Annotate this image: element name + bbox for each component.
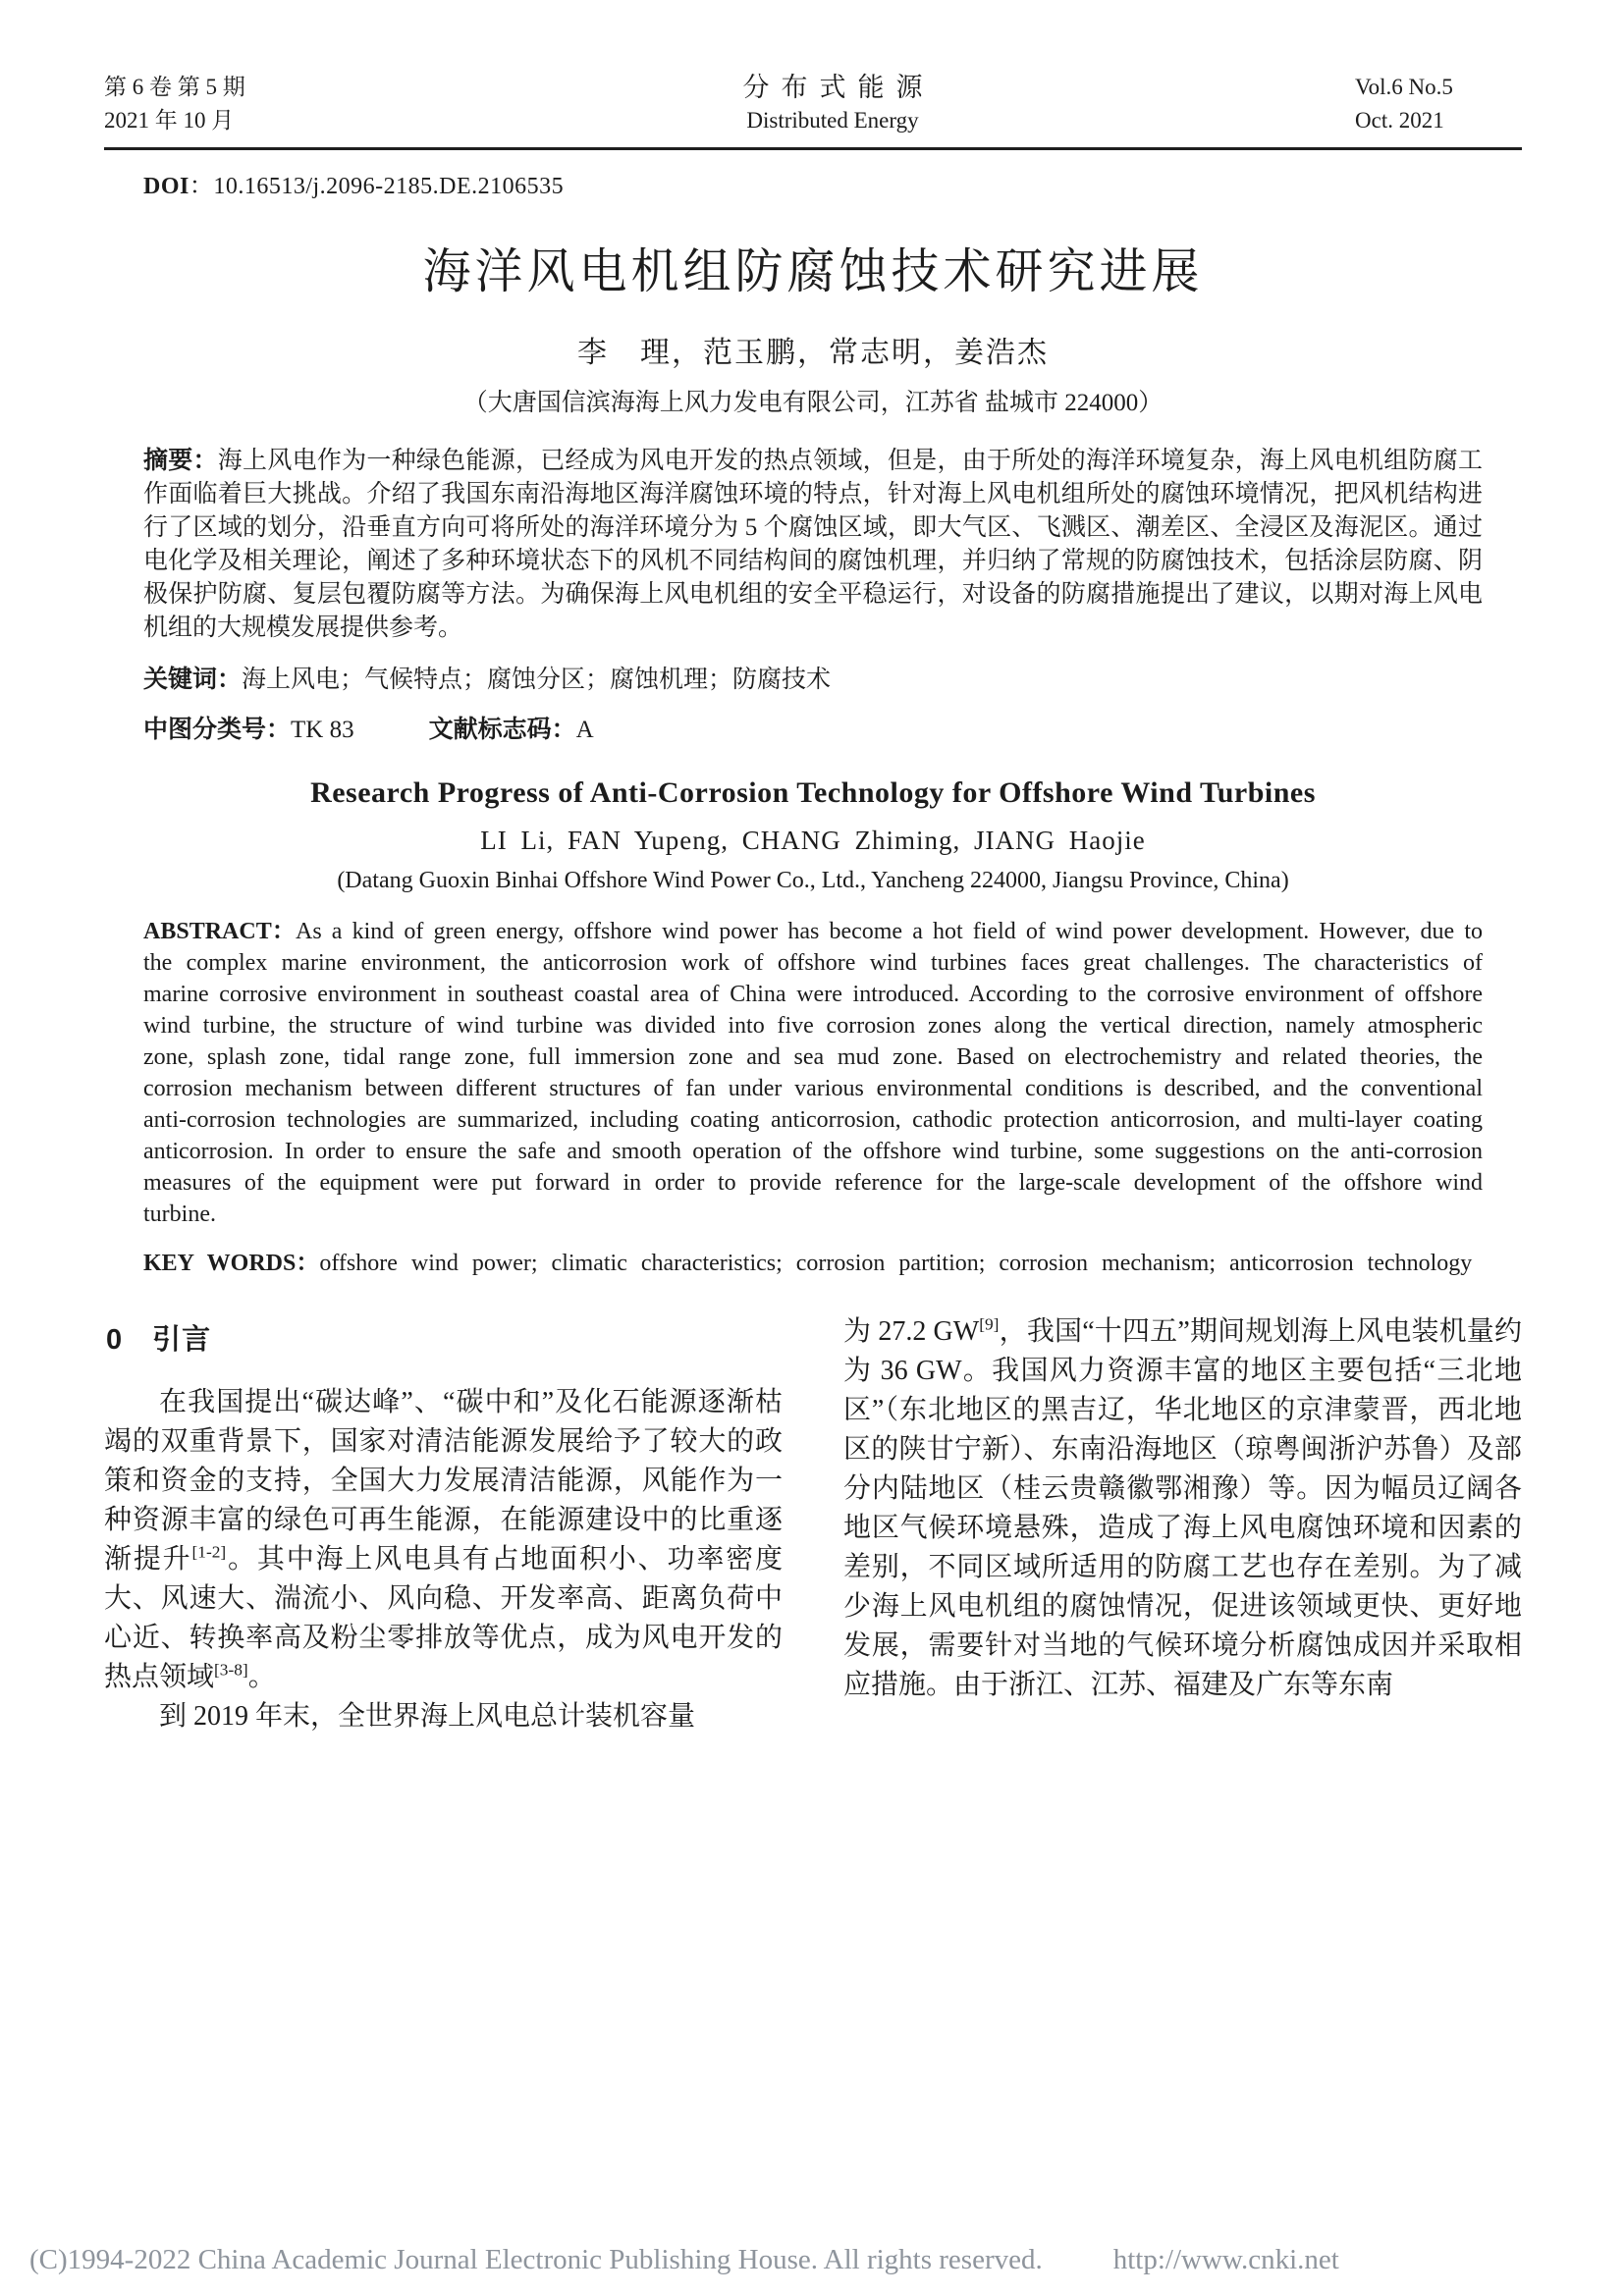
journal-header xyxy=(104,71,1522,137)
clc-label: 中图分类号： xyxy=(143,716,292,743)
section-heading-introduction: 0 引言 xyxy=(106,1324,212,1356)
keywords-en-text: offshore wind power; climatic characteristics; corrosion partition; corrosion mechanism; anticorrosion technology xyxy=(319,1251,1473,1276)
issue-date-cn: 2021 年 10 月 xyxy=(104,108,235,133)
doi-line xyxy=(143,166,1522,200)
clc-line xyxy=(143,713,1483,747)
article-title-cn: 海洋风电机组防腐蚀技术研究进展 xyxy=(422,244,1204,298)
journal-name-cn: 分布式能源 xyxy=(742,73,935,102)
abstract-cn-text: 海上风电作为一种绿色能源，已经成为风电开发的热点领域，但是，由于所处的海洋环境复杂，海上风电机组防腐工作面临着巨大挑战。介绍了我国东南沿海地区海洋腐蚀环境的特点，针对海上风电机组所处的腐蚀环境情况，把风机结构进行了区域的划分，沿垂直方向可将所处的海洋环境分为 5 个腐蚀区域，即大气区、飞溅区、潮差区、全浸区及海泥区。通过电化学及相关理论，阐述了多种环境状态下的风机不同结构间的腐蚀机理，并归纳了常规的防腐蚀技术，包括涂层防腐、阴极保护防腐、复层包覆防腐等方法。为确保海上风电机组的安全平稳运行，对设备的防腐措施提出了建议，以期对海上风电机组的大规模发展提供参考。 xyxy=(143,448,1483,641)
header-issue-block xyxy=(104,71,310,137)
authors-cn: 李 理，范玉鹏，常志明，姜浩杰 xyxy=(577,337,1049,369)
keywords-en-label: KEY WORDS： xyxy=(143,1251,320,1276)
abstract-cn xyxy=(143,444,1483,645)
keywords-cn xyxy=(143,663,1483,697)
doc-code-label: 文献标志码： xyxy=(428,716,576,743)
intro-paragraph-2-continued: 为 27.2 GW[9]，我国“十四五”期间规划海上风电装机量约为 36 GW。我国风力资源丰富的地区主要包括“三北地区”（东北地区的黑吉辽，华北地区的京津蒙晋，西北地区的陕甘宁新）、东南沿海地区（琼粤闽浙沪苏鲁）及部分内陆地区（桂云贵赣徽鄂湘豫）等。因为幅员辽阔各地区气候环境悬殊，造成了海上风电腐蚀环境和因素的差别，不同区域所适用的防腐工艺也存在差别。为了减少海上风电机组的腐蚀情况，促进该领域更快、更好地发展，需要针对当地的气候环境分析腐蚀成因并采取相应措施。由于浙江、江苏、福建及广东等东南 xyxy=(843,1314,1522,1700)
body-columns xyxy=(104,1312,1522,1736)
cnki-url: http://www.cnki.net xyxy=(1112,2244,1339,2275)
header-volume-block xyxy=(1355,71,1522,137)
keywords-en xyxy=(143,1248,1483,1279)
keywords-cn-label: 关键词： xyxy=(143,666,243,693)
clc-value: TK 83 xyxy=(291,717,354,743)
abstract-en-label: ABSTRACT： xyxy=(143,919,296,944)
article-title-en: Research Progress of Anti-Corrosion Technology for Offshore Wind Turbines xyxy=(310,776,1316,809)
header-journal-block xyxy=(731,71,935,137)
doi-value: ：10.16513/j.2096-2185.DE.2106535 xyxy=(189,174,565,199)
intro-paragraph-2: 到 2019 年末，全世界海上风电总计装机容量 xyxy=(159,1701,696,1732)
header-divider xyxy=(104,147,1522,150)
right-column xyxy=(843,1312,1522,1736)
abstract-en xyxy=(143,916,1483,1230)
issue-date-en: Oct. 2021 xyxy=(1355,108,1444,133)
authors-en: LI Li, FAN Yupeng, CHANG Zhiming, JIANG Haojie xyxy=(480,826,1146,855)
copyright-text: (C)1994-2022 China Academic Journal Electronic Publishing House. All rights reserved. xyxy=(29,2244,1043,2275)
volume-number-en: Vol.6 No.5 xyxy=(1355,75,1453,99)
left-column xyxy=(104,1312,783,1736)
abstract-cn-label: 摘要： xyxy=(143,447,218,474)
abstract-en-text: As a kind of green energy, offshore wind power has become a hot field of wind power development. However, due to the complex marine environment, the anticorrosion work of offshore wind turbines faces great challenges. The characteristics of marine corrosive environment in southeast coastal area of China were introduced. According to the corrosive environment of offshore wind turbine, the structure of wind turbine was divided into five corrosion zones along the vertical direction, namely atmospheric zone, splash zone, tidal range zone, full immersion zone and sea mud zone. Based on electrochemistry and related theories, the corrosion mechanism between different structures of fan under various environmental conditions is described, and the conventional anti-corrosion technologies are summarized, including coating anticorrosion, cathodic protection anticorrosion, and multi-layer coating anticorrosion. In order to ensure the safe and smooth operation of the offshore wind turbine, some suggestions on the anti-corrosion measures of the equipment were put forward in order to provide reference for the large-scale development of the offshore wind turbine. xyxy=(143,919,1484,1227)
journal-name-en: Distributed Energy xyxy=(746,108,919,133)
issue-number-cn: 第 6 卷 第 5 期 xyxy=(104,75,245,99)
doi-label: DOI xyxy=(143,174,189,199)
affiliation-cn: （大唐国信滨海海上风力发电有限公司，江苏省 盐城市 224000） xyxy=(462,390,1164,416)
keywords-cn-text: 海上风电；气候特点；腐蚀分区；腐蚀机理；防腐技术 xyxy=(242,667,832,693)
copyright-footer xyxy=(29,2244,1595,2276)
affiliation-en: (Datang Guoxin Binhai Offshore Wind Power Co., Ltd., Yancheng 224000, Jiangsu Province, China) xyxy=(337,868,1289,893)
intro-paragraph-1: 在我国提出“碳达峰”、“碳中和”及化石能源逐渐枯竭的双重背景下，国家对清洁能源发展给予了较大的政策和资金的支持，全国大力发展清洁能源，风能作为一种资源丰富的绿色可再生能源，在能源建设中的比重逐渐提升[1-2]。其中海上风电具有占地面积小、功率密度大、风速大、湍流小、风向稳、开发率高、距离负荷中心近、转换率高及粉尘零排放等优点，成为风电开发的热点领域[3-8]。 xyxy=(104,1387,783,1692)
doc-code-value: A xyxy=(575,717,594,743)
